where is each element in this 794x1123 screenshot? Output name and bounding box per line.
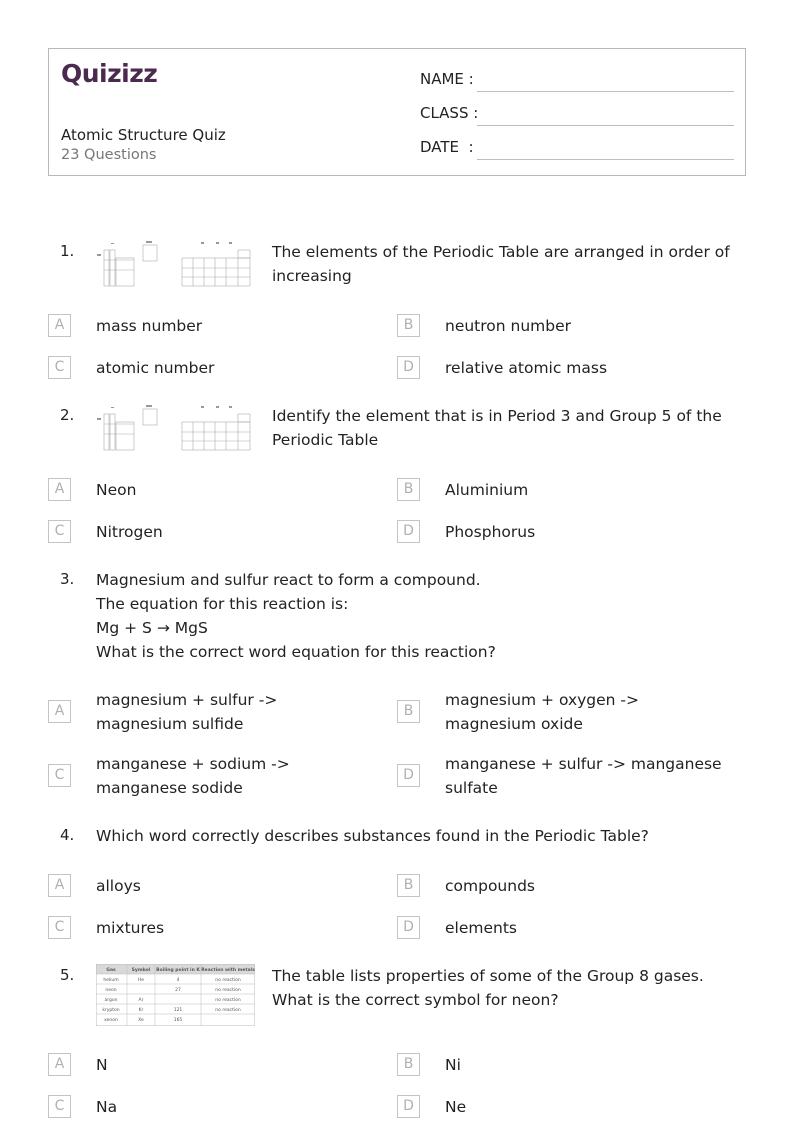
question-count: 23 Questions bbox=[61, 147, 157, 163]
option-5c-text: Na bbox=[96, 1098, 118, 1116]
quizizz-logo: Quizizz bbox=[61, 59, 158, 88]
question-3-line: The equation for this reaction is: bbox=[96, 595, 349, 613]
gas-table-cell: 165 bbox=[173, 1018, 183, 1023]
gas-table-header: Reaction with metals bbox=[201, 968, 255, 973]
option-1b-letter[interactable]: B bbox=[397, 314, 420, 337]
quiz-title: Atomic Structure Quiz bbox=[61, 126, 226, 144]
question-5-number: 5. bbox=[60, 966, 75, 984]
question-4-text: Which word correctly describes substances found in the Periodic Table? bbox=[96, 827, 649, 845]
option-4c-text: mixtures bbox=[96, 919, 165, 937]
name-line bbox=[477, 91, 734, 92]
gas-table-header: Symbol bbox=[131, 968, 151, 973]
option-2c-letter[interactable]: C bbox=[48, 520, 71, 543]
periodic-table-thumbnail bbox=[96, 404, 256, 451]
gas-table-cell: Kr bbox=[138, 1008, 144, 1013]
question-3-line: Mg + S → MgS bbox=[96, 619, 208, 637]
option-2a-text: Neon bbox=[96, 481, 137, 499]
option-4a-letter[interactable]: A bbox=[48, 874, 71, 897]
option-5b-letter[interactable]: B bbox=[397, 1053, 420, 1076]
option-5a-text: N bbox=[96, 1056, 108, 1074]
gas-table-header: Boiling point in K bbox=[156, 968, 200, 973]
gas-table-cell: 4 bbox=[176, 978, 180, 983]
option-2c-text: Nitrogen bbox=[96, 523, 163, 541]
option-4c-letter[interactable]: C bbox=[48, 916, 71, 939]
gas-table-cell: Xe bbox=[138, 1018, 144, 1023]
gas-table-cell: no reaction bbox=[215, 978, 241, 983]
gas-table-cell: no reaction bbox=[215, 988, 241, 993]
gas-table-cell: 27 bbox=[175, 988, 181, 993]
gas-table-cell: He bbox=[137, 978, 145, 983]
question-1-number: 1. bbox=[60, 242, 75, 260]
option-1a-letter[interactable]: A bbox=[48, 314, 71, 337]
option-1b-text: neutron number bbox=[445, 317, 572, 335]
option-2a-letter[interactable]: A bbox=[48, 478, 71, 501]
name-label: NAME : bbox=[420, 70, 474, 88]
option-4d-letter[interactable]: D bbox=[397, 916, 420, 939]
gas-table-cell: no reaction bbox=[215, 1008, 241, 1013]
question-5-line: What is the correct symbol for neon? bbox=[272, 991, 559, 1009]
gas-table-cell: krypton bbox=[102, 1008, 120, 1013]
gas-table-cell: no reaction bbox=[215, 998, 241, 1003]
question-2-number: 2. bbox=[60, 406, 75, 424]
option-5a-letter[interactable]: A bbox=[48, 1053, 71, 1076]
question-5-line: The table lists properties of some of the Group 8 gases. bbox=[272, 967, 704, 985]
gas-table-header: Gas bbox=[106, 968, 116, 973]
option-1d-letter[interactable]: D bbox=[397, 356, 420, 379]
option-2d-letter[interactable]: D bbox=[397, 520, 420, 543]
option-2b-text: Aluminium bbox=[445, 481, 529, 499]
option-5b-text: Ni bbox=[445, 1056, 461, 1074]
option-3c-letter[interactable]: C bbox=[48, 764, 71, 787]
question-5-text bbox=[272, 964, 737, 1012]
option-4a-text: alloys bbox=[96, 877, 141, 895]
date-field[interactable] bbox=[420, 138, 734, 162]
gas-properties-table bbox=[96, 964, 255, 1026]
option-3d-letter[interactable]: D bbox=[397, 764, 420, 787]
option-3c-text: manganese + sodium -> manganese sodide bbox=[96, 755, 290, 797]
option-3a-text: magnesium + sulfur -> magnesium sulfide bbox=[96, 691, 278, 733]
question-2-text: Identify the element that is in Period 3 and Group 5 of the Periodic Table bbox=[272, 407, 722, 449]
gas-table-cell: argon bbox=[104, 998, 118, 1003]
gas-table-cell: 121 bbox=[173, 1008, 183, 1013]
question-4-number: 4. bbox=[60, 826, 75, 844]
option-3d-text: manganese + sulfur -> manganese sulfate bbox=[445, 755, 722, 797]
option-5d-letter[interactable]: D bbox=[397, 1095, 420, 1118]
question-3-line: Magnesium and sulfur react to form a compound. bbox=[96, 571, 481, 589]
worksheet-header bbox=[48, 48, 746, 176]
gas-table-cell: neon bbox=[105, 988, 117, 993]
question-3-line: What is the correct word equation for this reaction? bbox=[96, 643, 496, 661]
option-5d-text: Ne bbox=[445, 1098, 467, 1116]
option-3b-text: magnesium + oxygen -> magnesium oxide bbox=[445, 691, 639, 733]
option-1d-text: relative atomic mass bbox=[445, 359, 608, 377]
option-5c-letter[interactable]: C bbox=[48, 1095, 71, 1118]
option-2b-letter[interactable]: B bbox=[397, 478, 420, 501]
name-field[interactable] bbox=[420, 70, 734, 94]
gas-table-cell: Ar bbox=[138, 998, 144, 1003]
option-4b-text: compounds bbox=[445, 877, 535, 895]
question-1-text: The elements of the Periodic Table are arranged in order of increasing bbox=[272, 243, 730, 285]
option-4d-text: elements bbox=[445, 919, 517, 937]
question-3-text bbox=[96, 568, 716, 664]
class-line bbox=[477, 125, 734, 126]
option-1a-text: mass number bbox=[96, 317, 203, 335]
question-3-number: 3. bbox=[60, 570, 75, 588]
option-3b-letter[interactable]: B bbox=[397, 700, 420, 723]
class-field[interactable] bbox=[420, 104, 734, 128]
option-2d-text: Phosphorus bbox=[445, 523, 536, 541]
gas-table-cell: helium bbox=[103, 978, 119, 983]
date-label: DATE : bbox=[420, 138, 474, 156]
option-1c-letter[interactable]: C bbox=[48, 356, 71, 379]
date-line bbox=[477, 159, 734, 160]
gas-table-cell: xenon bbox=[104, 1018, 118, 1023]
option-4b-letter[interactable]: B bbox=[397, 874, 420, 897]
class-label: CLASS : bbox=[420, 104, 479, 122]
option-1c-text: atomic number bbox=[96, 359, 215, 377]
periodic-table-thumbnail bbox=[96, 240, 256, 287]
option-3a-letter[interactable]: A bbox=[48, 700, 71, 723]
